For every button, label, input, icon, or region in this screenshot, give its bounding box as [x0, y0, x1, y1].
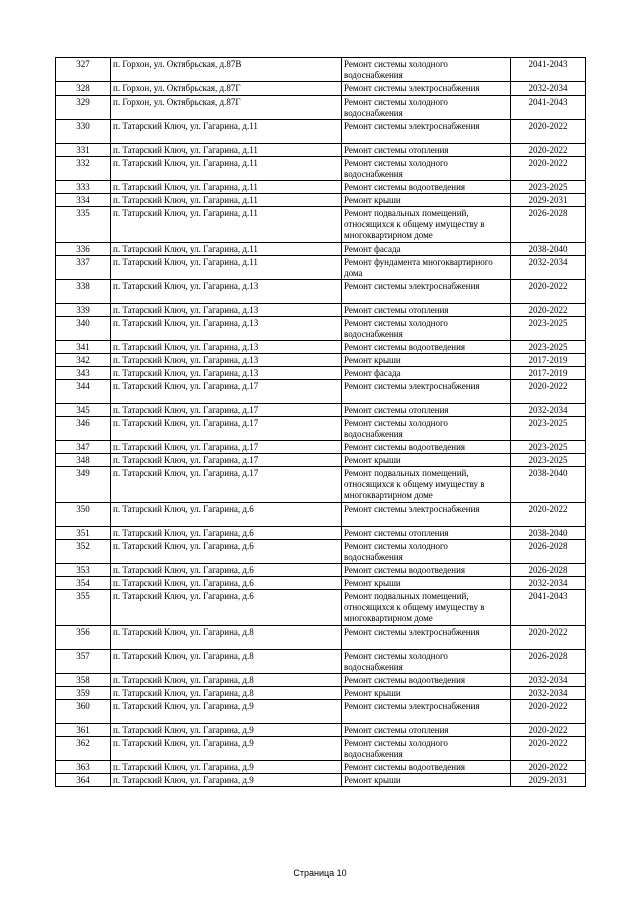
work-type-cell: Ремонт системы отопления	[342, 724, 511, 737]
address-cell: п. Татарский Ключ, ул. Гагарина, д.17	[111, 404, 342, 417]
row-number: 345	[56, 404, 111, 417]
address-cell: п. Татарский Ключ, ул. Гагарина, д.8	[111, 650, 342, 674]
address-cell: п. Татарский Ключ, ул. Гагарина, д.6	[111, 564, 342, 577]
work-type-cell: Ремонт крыши	[342, 194, 511, 207]
row-number: 335	[56, 207, 111, 243]
row-number: 356	[56, 626, 111, 650]
address-cell: п. Татарский Ключ, ул. Гагарина, д.8	[111, 674, 342, 687]
table-row	[56, 207, 586, 243]
table-row	[56, 417, 586, 441]
table-body	[56, 58, 586, 787]
years-cell: 2032-2034	[511, 82, 586, 96]
table-row	[56, 774, 586, 787]
table-row	[56, 82, 586, 96]
work-type-cell: Ремонт системы холодного водоснабжения	[342, 58, 511, 82]
table-row	[56, 441, 586, 454]
row-number: 338	[56, 280, 111, 304]
years-cell: 2020-2022	[511, 737, 586, 761]
work-type-cell: Ремонт системы холодного водоснабжения	[342, 96, 511, 120]
address-cell: п. Татарский Ключ, ул. Гагарина, д.11	[111, 181, 342, 194]
work-type-cell: Ремонт системы отопления	[342, 527, 511, 540]
work-type-cell: Ремонт системы отопления	[342, 404, 511, 417]
table-row	[56, 503, 586, 527]
table-row	[56, 687, 586, 700]
work-type-cell: Ремонт системы холодного водоснабжения	[342, 317, 511, 341]
table-row	[56, 304, 586, 317]
address-cell: п. Татарский Ключ, ул. Гагарина, д.13	[111, 367, 342, 380]
years-cell: 2020-2022	[511, 120, 586, 144]
table-row	[56, 564, 586, 577]
years-cell: 2023-2025	[511, 181, 586, 194]
repair-schedule-table	[55, 57, 586, 787]
table-row	[56, 404, 586, 417]
table-row	[56, 650, 586, 674]
row-number: 344	[56, 380, 111, 404]
work-type-cell: Ремонт системы водоотведения	[342, 674, 511, 687]
row-number: 364	[56, 774, 111, 787]
row-number: 362	[56, 737, 111, 761]
table-row	[56, 280, 586, 304]
years-cell: 2041-2043	[511, 58, 586, 82]
years-cell: 2026-2028	[511, 564, 586, 577]
address-cell: п. Татарский Ключ, ул. Гагарина, д.6	[111, 590, 342, 626]
years-cell: 2038-2040	[511, 243, 586, 256]
address-cell: п. Татарский Ключ, ул. Гагарина, д.17	[111, 380, 342, 404]
table-row	[56, 761, 586, 774]
work-type-cell: Ремонт системы электроснабжения	[342, 380, 511, 404]
address-cell: п. Татарский Ключ, ул. Гагарина, д.6	[111, 540, 342, 564]
address-cell: п. Татарский Ключ, ул. Гагарина, д.11	[111, 207, 342, 243]
table-row	[56, 120, 586, 144]
years-cell: 2029-2031	[511, 774, 586, 787]
row-number: 363	[56, 761, 111, 774]
row-number: 342	[56, 354, 111, 367]
row-number: 360	[56, 700, 111, 724]
address-cell: п. Горхон, ул. Октябрьская, д.87В	[111, 58, 342, 82]
address-cell: п. Горхон, ул. Октябрьская, д.87Г	[111, 82, 342, 96]
work-type-cell: Ремонт крыши	[342, 774, 511, 787]
years-cell: 2020-2022	[511, 724, 586, 737]
row-number: 337	[56, 256, 111, 280]
table-row	[56, 367, 586, 380]
table-row	[56, 527, 586, 540]
address-cell: п. Татарский Ключ, ул. Гагарина, д.8	[111, 626, 342, 650]
table-row	[56, 354, 586, 367]
work-type-cell: Ремонт системы отопления	[342, 144, 511, 157]
years-cell: 2041-2043	[511, 590, 586, 626]
table-row	[56, 700, 586, 724]
work-type-cell: Ремонт системы электроснабжения	[342, 503, 511, 527]
row-number: 340	[56, 317, 111, 341]
table-row	[56, 194, 586, 207]
table-row	[56, 96, 586, 120]
address-cell: п. Татарский Ключ, ул. Гагарина, д.6	[111, 577, 342, 590]
address-cell: п. Татарский Ключ, ул. Гагарина, д.17	[111, 417, 342, 441]
table-row	[56, 626, 586, 650]
row-number: 348	[56, 454, 111, 467]
address-cell: п. Татарский Ключ, ул. Гагарина, д.6	[111, 527, 342, 540]
table-row	[56, 317, 586, 341]
work-type-cell: Ремонт системы электроснабжения	[342, 700, 511, 724]
address-cell: п. Татарский Ключ, ул. Гагарина, д.13	[111, 317, 342, 341]
table-row	[56, 58, 586, 82]
row-number: 350	[56, 503, 111, 527]
table-row	[56, 341, 586, 354]
years-cell: 2032-2034	[511, 256, 586, 280]
row-number: 358	[56, 674, 111, 687]
row-number: 347	[56, 441, 111, 454]
years-cell: 2023-2025	[511, 454, 586, 467]
row-number: 359	[56, 687, 111, 700]
table-row	[56, 467, 586, 503]
row-number: 354	[56, 577, 111, 590]
row-number: 330	[56, 120, 111, 144]
row-number: 328	[56, 82, 111, 96]
years-cell: 2017-2019	[511, 367, 586, 380]
years-cell: 2029-2031	[511, 194, 586, 207]
work-type-cell: Ремонт подвальных помещений, относящихся к общему имуществу в многоквартирном доме	[342, 207, 511, 243]
address-cell: п. Татарский Ключ, ул. Гагарина, д.11	[111, 243, 342, 256]
address-cell: п. Татарский Ключ, ул. Гагарина, д.11	[111, 256, 342, 280]
row-number: 333	[56, 181, 111, 194]
years-cell: 2020-2022	[511, 700, 586, 724]
work-type-cell: Ремонт подвальных помещений, относящихся к общему имуществу в многоквартирном доме	[342, 590, 511, 626]
table-row	[56, 737, 586, 761]
years-cell: 2020-2022	[511, 144, 586, 157]
work-type-cell: Ремонт крыши	[342, 454, 511, 467]
address-cell: п. Татарский Ключ, ул. Гагарина, д.9	[111, 737, 342, 761]
row-number: 329	[56, 96, 111, 120]
table-row	[56, 144, 586, 157]
years-cell: 2032-2034	[511, 674, 586, 687]
row-number: 327	[56, 58, 111, 82]
row-number: 361	[56, 724, 111, 737]
row-number: 349	[56, 467, 111, 503]
address-cell: п. Татарский Ключ, ул. Гагарина, д.13	[111, 341, 342, 354]
work-type-cell: Ремонт системы холодного водоснабжения	[342, 417, 511, 441]
years-cell: 2020-2022	[511, 761, 586, 774]
years-cell: 2023-2025	[511, 341, 586, 354]
table-row	[56, 577, 586, 590]
work-type-cell: Ремонт фасада	[342, 367, 511, 380]
work-type-cell: Ремонт системы холодного водоснабжения	[342, 737, 511, 761]
address-cell: п. Татарский Ключ, ул. Гагарина, д.9	[111, 700, 342, 724]
work-type-cell: Ремонт системы холодного водоснабжения	[342, 540, 511, 564]
years-cell: 2020-2022	[511, 626, 586, 650]
address-cell: п. Татарский Ключ, ул. Гагарина, д.9	[111, 724, 342, 737]
work-type-cell: Ремонт системы водоотведения	[342, 564, 511, 577]
years-cell: 2023-2025	[511, 317, 586, 341]
address-cell: п. Татарский Ключ, ул. Гагарина, д.9	[111, 761, 342, 774]
table-row	[56, 724, 586, 737]
table-row	[56, 256, 586, 280]
row-number: 332	[56, 157, 111, 181]
row-number: 346	[56, 417, 111, 441]
table-row	[56, 181, 586, 194]
work-type-cell: Ремонт системы электроснабжения	[342, 280, 511, 304]
table-row	[56, 380, 586, 404]
row-number: 339	[56, 304, 111, 317]
years-cell: 2038-2040	[511, 527, 586, 540]
row-number: 352	[56, 540, 111, 564]
years-cell: 2038-2040	[511, 467, 586, 503]
table-row	[56, 243, 586, 256]
work-type-cell: Ремонт системы водоотведения	[342, 341, 511, 354]
address-cell: п. Татарский Ключ, ул. Гагарина, д.17	[111, 467, 342, 503]
row-number: 336	[56, 243, 111, 256]
row-number: 341	[56, 341, 111, 354]
years-cell: 2020-2022	[511, 503, 586, 527]
address-cell: п. Горхон, ул. Октябрьская, д.87Г	[111, 96, 342, 120]
address-cell: п. Татарский Ключ, ул. Гагарина, д.17	[111, 454, 342, 467]
years-cell: 2020-2022	[511, 304, 586, 317]
work-type-cell: Ремонт системы электроснабжения	[342, 82, 511, 96]
years-cell: 2020-2022	[511, 380, 586, 404]
table-row	[56, 540, 586, 564]
address-cell: п. Татарский Ключ, ул. Гагарина, д.11	[111, 194, 342, 207]
work-type-cell: Ремонт крыши	[342, 354, 511, 367]
row-number: 355	[56, 590, 111, 626]
address-cell: п. Татарский Ключ, ул. Гагарина, д.13	[111, 354, 342, 367]
work-type-cell: Ремонт системы отопления	[342, 304, 511, 317]
row-number: 334	[56, 194, 111, 207]
table-row	[56, 454, 586, 467]
row-number: 331	[56, 144, 111, 157]
work-type-cell: Ремонт системы электроснабжения	[342, 120, 511, 144]
address-cell: п. Татарский Ключ, ул. Гагарина, д.6	[111, 503, 342, 527]
work-type-cell: Ремонт фундамента многоквартирного дома	[342, 256, 511, 280]
years-cell: 2041-2043	[511, 96, 586, 120]
address-cell: п. Татарский Ключ, ул. Гагарина, д.11	[111, 144, 342, 157]
years-cell: 2032-2034	[511, 404, 586, 417]
table-row	[56, 157, 586, 181]
work-type-cell: Ремонт крыши	[342, 687, 511, 700]
address-cell: п. Татарский Ключ, ул. Гагарина, д.9	[111, 774, 342, 787]
page-number: Страница 10	[293, 868, 347, 878]
table-row	[56, 590, 586, 626]
address-cell: п. Татарский Ключ, ул. Гагарина, д.8	[111, 687, 342, 700]
work-type-cell: Ремонт подвальных помещений, относящихся к общему имуществу в многоквартирном доме	[342, 467, 511, 503]
work-type-cell: Ремонт системы водоотведения	[342, 181, 511, 194]
address-cell: п. Татарский Ключ, ул. Гагарина, д.11	[111, 157, 342, 181]
address-cell: п. Татарский Ключ, ул. Гагарина, д.17	[111, 441, 342, 454]
work-type-cell: Ремонт крыши	[342, 577, 511, 590]
years-cell: 2026-2028	[511, 540, 586, 564]
work-type-cell: Ремонт системы холодного водоснабжения	[342, 650, 511, 674]
work-type-cell: Ремонт системы холодного водоснабжения	[342, 157, 511, 181]
work-type-cell: Ремонт системы электроснабжения	[342, 626, 511, 650]
years-cell: 2017-2019	[511, 354, 586, 367]
table-row	[56, 674, 586, 687]
address-cell: п. Татарский Ключ, ул. Гагарина, д.13	[111, 280, 342, 304]
work-type-cell: Ремонт фасада	[342, 243, 511, 256]
years-cell: 2032-2034	[511, 687, 586, 700]
work-type-cell: Ремонт системы водоотведения	[342, 441, 511, 454]
years-cell: 2020-2022	[511, 280, 586, 304]
row-number: 353	[56, 564, 111, 577]
row-number: 343	[56, 367, 111, 380]
address-cell: п. Татарский Ключ, ул. Гагарина, д.11	[111, 120, 342, 144]
work-type-cell: Ремонт системы водоотведения	[342, 761, 511, 774]
row-number: 351	[56, 527, 111, 540]
row-number: 357	[56, 650, 111, 674]
years-cell: 2032-2034	[511, 577, 586, 590]
years-cell: 2026-2028	[511, 207, 586, 243]
years-cell: 2023-2025	[511, 417, 586, 441]
years-cell: 2020-2022	[511, 157, 586, 181]
address-cell: п. Татарский Ключ, ул. Гагарина, д.13	[111, 304, 342, 317]
years-cell: 2023-2025	[511, 441, 586, 454]
years-cell: 2026-2028	[511, 650, 586, 674]
